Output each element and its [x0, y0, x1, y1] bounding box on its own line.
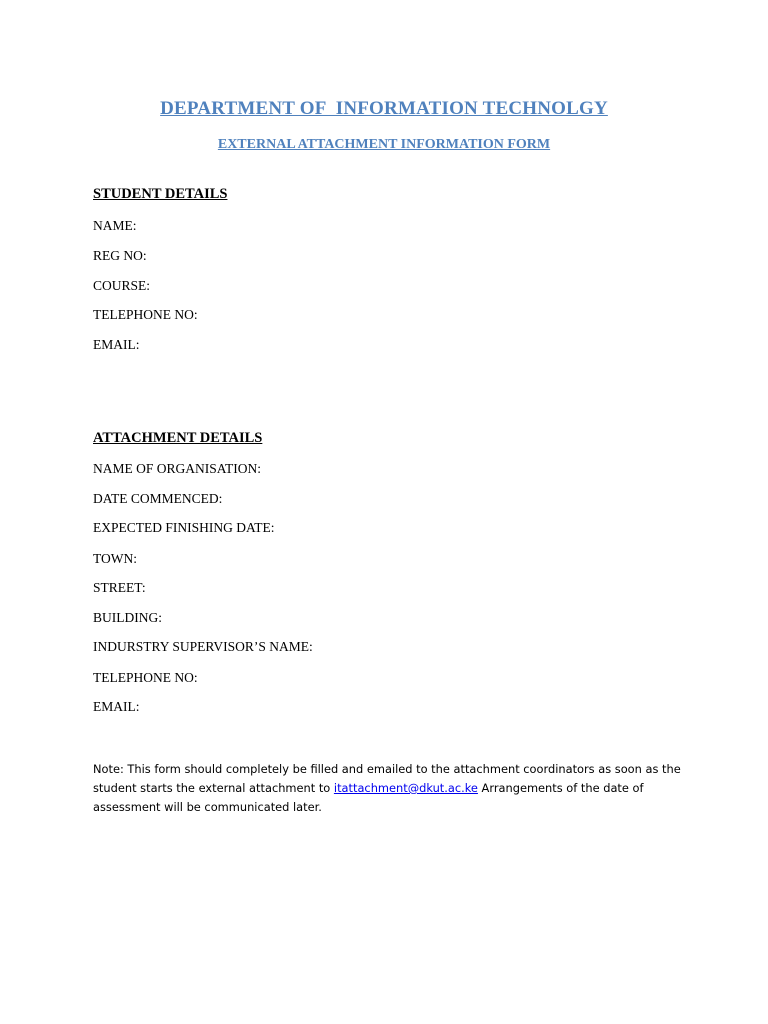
organisation-name-label: NAME OF ORGANISATION:	[93, 461, 262, 476]
student-course-label: COURSE:	[93, 278, 151, 293]
attachment-telephone-label: TELEPHONE NO:	[93, 670, 198, 685]
supervisor-name-label: INDURSTRY SUPERVISOR’S NAME:	[93, 639, 313, 654]
attachment-email-label: EMAIL:	[93, 699, 140, 714]
street-label: STREET:	[93, 580, 146, 595]
expected-finish-date-label: EXPECTED FINISHING DATE:	[93, 520, 275, 535]
form-title: EXTERNAL ATTACHMENT INFORMATION FORM	[217, 137, 551, 152]
building-label: BUILDING:	[93, 610, 162, 625]
submission-note	[93, 760, 683, 817]
note-text-after: Arrangements of the date of assessment will be communicated later.	[93, 781, 644, 814]
student-name-label: NAME:	[93, 218, 137, 233]
note-text-before: Note: This form should completely be filled and emailed to the attachment coordinators as soon as the student starts the external attachment to	[93, 762, 681, 795]
coordinator-email-link[interactable]: itattachment@dkut.ac.ke	[333, 781, 478, 795]
town-label: TOWN:	[93, 551, 137, 566]
student-details-heading: STUDENT DETAILS	[93, 186, 228, 202]
student-email-label: EMAIL:	[93, 337, 140, 352]
student-telephone-label: TELEPHONE NO:	[93, 307, 198, 322]
date-commenced-label: DATE COMMENCED:	[93, 491, 223, 506]
student-reg-no-label: REG NO:	[93, 248, 147, 263]
department-title: DEPARTMENT OF INFORMATION TECHNOLGY	[160, 98, 608, 119]
attachment-details-heading: ATTACHMENT DETAILS	[93, 430, 263, 446]
